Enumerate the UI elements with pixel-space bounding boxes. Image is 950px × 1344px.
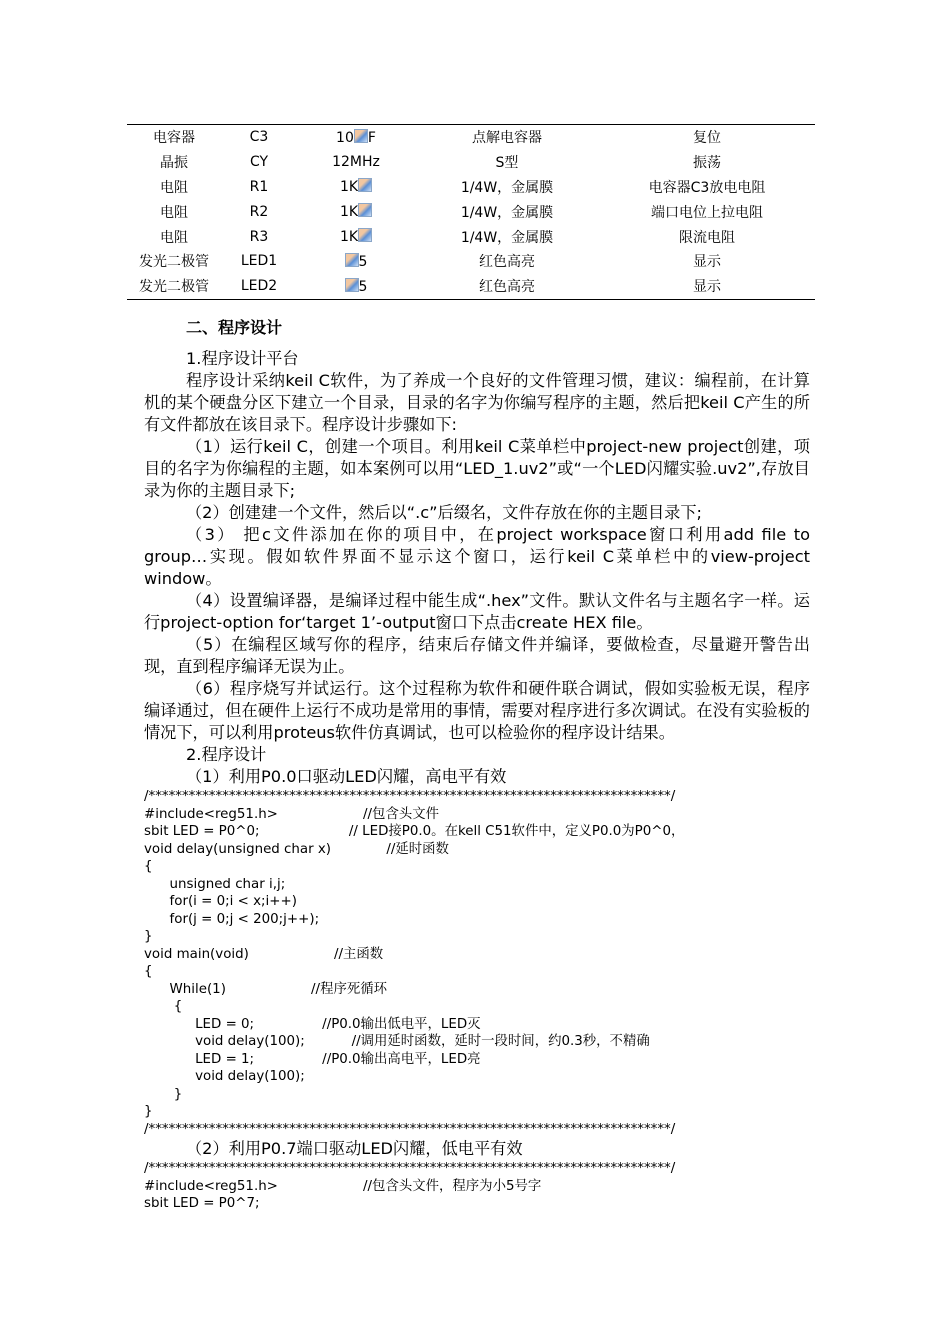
table-row	[127, 274, 815, 299]
paragraph: （3） 把c文件添加在你的项目中，在project workspace窗口利用add file to group…实现。假如软件界面不显示这个窗口，运行keil C菜单栏中的view-project window。	[144, 525, 810, 588]
subsection-heading: 1.程序设计平台	[186, 349, 299, 368]
component-spec-cell: 红色高亮	[479, 254, 535, 271]
component-value-cell	[297, 175, 415, 200]
component-value-cell	[297, 249, 415, 274]
value-prefix: 1K	[339, 229, 359, 246]
subsection-heading: 2.程序设计	[186, 745, 267, 764]
component-code-cell: C3	[249, 129, 269, 146]
value-prefix: 1K	[339, 204, 359, 221]
paragraph: （2）创建建一个文件，然后以“.c”后缀名，文件存放在你的主题目录下;	[186, 503, 703, 522]
code-line: /******************************************************************************/	[144, 1121, 676, 1137]
document-body	[144, 348, 810, 1213]
code-line: }	[144, 1086, 183, 1102]
code-line: {	[144, 964, 153, 979]
component-name-cell: 电阻	[160, 204, 188, 221]
value-suffix: 5	[358, 253, 368, 270]
component-name-cell: 电阻	[160, 179, 188, 196]
code-line: void delay(100);	[144, 1069, 305, 1084]
code-line: While(1) //程序死循环	[144, 981, 388, 997]
code-line: sbit LED = P0^0; // LED接P0.0。在kell C51软件中，定义P0.0为P0^0，	[144, 824, 685, 839]
example-title: （1）利用P0.0口驱动LED闪耀，高电平有效	[186, 767, 507, 786]
code-line: #include<reg51.h> //包含头文件，程序为小5号字	[144, 1178, 542, 1194]
component-code-cell: LED2	[240, 278, 278, 295]
component-role-cell: 复位	[693, 130, 721, 147]
code-line: void delay(unsigned char x) //延时函数	[144, 841, 449, 857]
code-line: void delay(100); //调用延时函数，延时一段时间，约0.3秒，不精确	[144, 1034, 650, 1049]
section-title: 二、程序设计	[186, 318, 283, 337]
embedded-image-icon	[354, 129, 368, 143]
table-row	[127, 199, 815, 224]
code-line: for(j = 0;j < 200;j++);	[144, 911, 320, 927]
embedded-image-icon	[358, 178, 372, 192]
paragraph: 程序设计采纳keil C软件，为了养成一个良好的文件管理习惯，建议：编程前，在计算机的某个硬盘分区下建立一个目录，目录的名字为你编写程序的主题，然后把keil C产生的所有文件都放在该目录下。程序设计步骤如下:	[144, 371, 810, 434]
component-value-cell	[297, 274, 415, 299]
embedded-image-icon	[345, 253, 359, 267]
component-spec-cell: 点解电容器	[472, 130, 542, 147]
component-spec-cell: 1/4W，金属膜	[460, 179, 554, 196]
component-name-cell: 发光二极管	[139, 279, 209, 296]
code-block	[144, 788, 810, 1138]
component-code-cell: R1	[249, 178, 269, 195]
code-line: LED = 1; //P0.0输出高电平，LED亮	[144, 1051, 481, 1067]
code-line: }	[144, 1104, 153, 1119]
paragraph: （5）在编程区域写你的程序，结束后存储文件并编译，要做检查，尽量避开警告出现，直到程序编译无误为止。	[144, 635, 810, 676]
component-code-cell: R2	[249, 203, 269, 220]
parts-table	[127, 124, 815, 300]
code-line: {	[144, 859, 153, 874]
value-prefix: 1K	[339, 179, 359, 196]
component-name-cell: 电容器	[153, 130, 195, 147]
code-line: /******************************************************************************/	[144, 1161, 676, 1176]
value-suffix: 5	[358, 278, 368, 295]
component-value-cell	[297, 125, 415, 150]
component-code-cell: CY	[249, 154, 269, 171]
code-line: {	[144, 999, 183, 1014]
example-title: （2）利用P0.7端口驱动LED闪耀，低电平有效	[186, 1139, 523, 1158]
component-spec-cell: S型	[495, 155, 519, 172]
component-spec-cell: 1/4W，金属膜	[460, 229, 554, 246]
code-line: /******************************************************************************/	[144, 789, 676, 804]
table-row	[127, 125, 815, 150]
component-value-cell	[297, 224, 415, 249]
code-line: void main(void) //主函数	[144, 946, 384, 962]
embedded-image-icon	[345, 278, 359, 292]
component-role-cell: 电容器C3放电电阻	[648, 179, 766, 196]
code-line: #include<reg51.h> //包含头文件	[144, 806, 440, 822]
component-role-cell: 显示	[693, 279, 721, 296]
component-name-cell: 发光二极管	[139, 254, 209, 271]
table-row	[127, 175, 815, 200]
component-name-cell: 电阻	[160, 229, 188, 246]
component-role-cell: 显示	[693, 254, 721, 271]
component-value-cell	[297, 199, 415, 224]
code-line: sbit LED = P0^7;	[144, 1196, 260, 1211]
paragraph: （1）运行keil C，创建一个项目。利用keil C菜单栏中project-new project创建，项目的名字为你编程的主题，如本案例可以用“LED_1.uv2”或“一个LED闪耀实验.uv2”,存放目录为你的主题目录下;	[144, 437, 810, 500]
embedded-image-icon	[358, 203, 372, 217]
component-value-cell	[297, 150, 415, 175]
code-line: }	[144, 929, 153, 944]
component-name-cell: 晶振	[160, 155, 188, 172]
code-line: unsigned char i,j;	[144, 876, 286, 892]
value-prefix: 12MHz	[332, 154, 380, 171]
component-code-cell: LED1	[240, 253, 278, 270]
value-suffix: F	[367, 129, 376, 146]
component-role-cell: 振荡	[693, 155, 721, 172]
table-row	[127, 249, 815, 274]
component-code-cell: R3	[249, 228, 269, 245]
component-role-cell: 端口电位上拉电阻	[651, 204, 763, 221]
embedded-image-icon	[358, 228, 372, 242]
value-prefix: 10	[336, 129, 354, 146]
code-line: LED = 0; //P0.0输出低电平，LED灭	[144, 1016, 481, 1032]
paragraph: （6）程序烧写并试运行。这个过程称为软件和硬件联合调试，假如实验板无误，程序编译通过，但在硬件上运行不成功是常用的事情，需要对程序进行多次调试。在没有实验板的情况下，可以利用proteus软件仿真调试，也可以检验你的程序设计结果。	[144, 679, 810, 742]
code-line: for(i = 0;i < x;i++)	[144, 894, 297, 909]
paragraph: （4）设置编译器，是编译过程中能生成“.hex”文件。默认文件名与主题名字一样。运行project-option for‘target 1’-output窗口下点击create HEX file。	[144, 591, 810, 632]
component-spec-cell: 1/4W，金属膜	[460, 204, 554, 221]
code-block	[144, 1160, 810, 1213]
table-row	[127, 150, 815, 175]
table-row	[127, 224, 815, 249]
component-spec-cell: 红色高亮	[479, 279, 535, 296]
component-role-cell: 限流电阻	[679, 229, 735, 246]
